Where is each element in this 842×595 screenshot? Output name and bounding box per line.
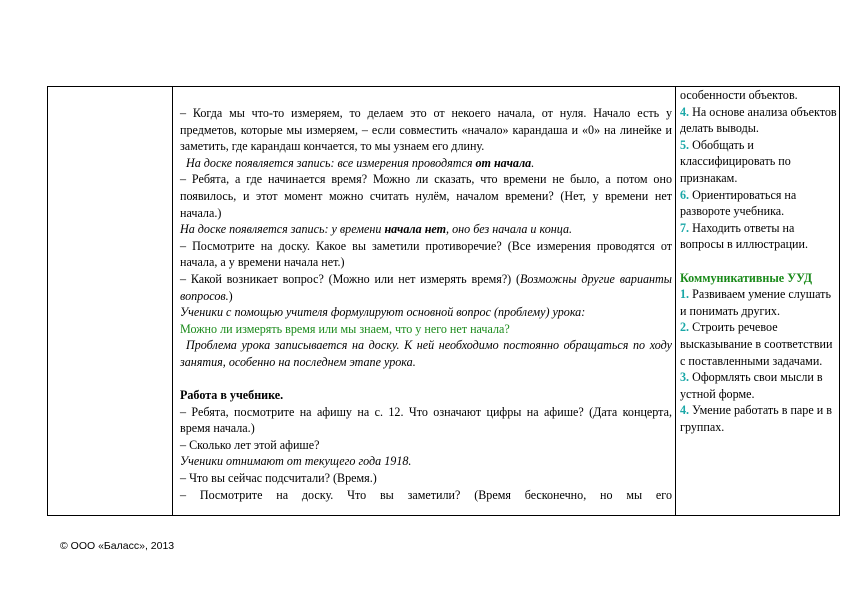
paragraph: – Сколько лет этой афише? [180, 437, 320, 452]
item-number: 1. [680, 287, 690, 302]
skill-item [680, 220, 838, 253]
item-number: 4. [680, 104, 690, 119]
paragraph: – Посмотрите на доску. Что вы заметили? (Время бесконечно, но мы его [180, 487, 672, 502]
spacer [180, 371, 672, 388]
bold-text: начала нет [384, 222, 447, 237]
section-heading: Коммуникативные УУД [680, 270, 813, 285]
spacer [680, 253, 838, 270]
item-number: 6. [680, 187, 690, 202]
column-divider-right [675, 87, 676, 515]
skill-item [680, 369, 838, 402]
skill-item [680, 104, 838, 137]
item-number: 7. [680, 220, 690, 235]
board-note [180, 155, 672, 172]
text: Умение работать в паре и в группах. [680, 403, 832, 434]
text: На доске появляется запись: все измерения проводятся [186, 155, 476, 170]
column-divider-left [172, 87, 173, 515]
text: . [531, 155, 535, 170]
board-note [180, 221, 672, 238]
text: ) [228, 288, 233, 303]
paragraph: – Ребята, посмотрите на афишу на с. 12. Что означают цифры на афише? (Дата концерта, время начала.) [180, 404, 672, 436]
lesson-question: Можно ли измерять время или мы знаем, что у него нет начала? [180, 321, 510, 336]
skill-item: особенности объектов. [680, 88, 798, 102]
paragraph [180, 271, 672, 304]
skill-item [680, 137, 838, 187]
skill-item [680, 187, 838, 220]
copyright-footer: © ООО «Баласс», 2013 [60, 540, 175, 552]
text: Строить речевое высказывание в соответствии с поставленными задачами. [680, 320, 833, 368]
item-number: 3. [680, 370, 690, 385]
skill-item [680, 286, 838, 319]
item-number: 4. [680, 403, 690, 418]
text: Оформлять свои мысли в устной форме. [680, 370, 823, 401]
item-number: 2. [680, 320, 690, 335]
italic-text: Возможны другие варианты вопросов. [180, 271, 672, 303]
text: На доске появляется запись: у времени [180, 222, 385, 237]
section-heading: Работа в учебнике. [180, 388, 284, 403]
paragraph: Ученики с помощью учителя формулируют основной вопрос (проблему) урока: [180, 305, 586, 320]
skills-column [680, 87, 838, 435]
text: Развиваем умение слушать и понимать других. [680, 287, 831, 318]
paragraph: – Ребята, а где начинается время? Можно ли сказать, что времени не было, а потом оно появилось, и этот момент можно считать нулём, началом времени? (Нет, у времени нет начала.) [180, 172, 672, 220]
lesson-content-column [180, 105, 672, 503]
text: , оно без начала и конца. [446, 222, 573, 237]
paragraph: – Посмотрите на доску. Какое вы заметили противоречие? (Все измерения проводятся от начала, а у времени начала нет.) [180, 238, 672, 270]
text: Находить ответы на вопросы в иллюстрации. [680, 220, 809, 252]
item-number: 5. [680, 137, 690, 152]
paragraph: – Когда мы что-то измеряем, то делаем это от некоего начала, от нуля. Начало есть у предметов, которые мы измеряем, – если совместить «начало» карандаша и «0» на линейке и заметить, где карандаш кончается, то мы узнаем его длину. [180, 106, 672, 154]
text: – Какой возникает вопрос? (Можно или нет измерять время?) ( [180, 271, 521, 286]
skill-item [680, 319, 838, 369]
lesson-table [47, 86, 840, 516]
text: Ориентироваться на развороте учебника. [680, 187, 797, 219]
paragraph: – Что вы сейчас подсчитали? (Время.) [180, 471, 377, 486]
skill-item [680, 402, 838, 435]
bold-text: от начала [475, 155, 532, 170]
paragraph: Ученики отнимают от текущего года 1918. [180, 454, 412, 469]
paragraph: Проблема урока записывается на доску. К ней необходимо постоянно обращаться по ходу занятия, особенно на последнем этапе урока. [180, 338, 672, 369]
text: Обобщать и классифицировать по признакам. [680, 137, 791, 185]
text: На основе анализа объектов делать выводы. [680, 104, 837, 136]
